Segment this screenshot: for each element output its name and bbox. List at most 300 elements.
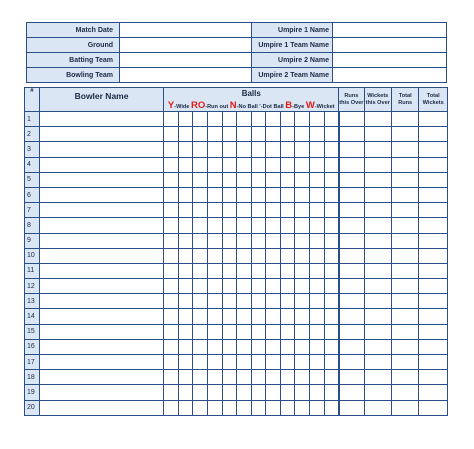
- ball-cell[interactable]: [251, 355, 266, 370]
- wickets-this-over-cell[interactable]: [364, 187, 391, 202]
- ball-cell[interactable]: [164, 279, 179, 294]
- wickets-this-over-cell[interactable]: [364, 248, 391, 263]
- runs-this-over-cell[interactable]: [339, 127, 364, 142]
- ball-cell[interactable]: [193, 142, 208, 157]
- ball-cell[interactable]: [222, 309, 237, 324]
- ball-cell[interactable]: [251, 142, 266, 157]
- ball-cell[interactable]: [222, 370, 237, 385]
- ball-cell[interactable]: [280, 187, 295, 202]
- ball-cell[interactable]: [164, 127, 179, 142]
- ball-cell[interactable]: [324, 324, 339, 339]
- ball-cell[interactable]: [222, 127, 237, 142]
- bowler-name-cell[interactable]: [39, 142, 164, 157]
- ball-cell[interactable]: [222, 142, 237, 157]
- ball-cell[interactable]: [208, 157, 223, 172]
- ball-cell[interactable]: [280, 324, 295, 339]
- ball-cell[interactable]: [309, 309, 324, 324]
- runs-this-over-cell[interactable]: [339, 263, 364, 278]
- ball-cell[interactable]: [178, 218, 193, 233]
- ball-cell[interactable]: [324, 248, 339, 263]
- ball-cell[interactable]: [237, 263, 252, 278]
- ball-cell[interactable]: [208, 400, 223, 415]
- runs-this-over-cell[interactable]: [339, 203, 364, 218]
- bowler-name-cell[interactable]: [39, 233, 164, 248]
- wickets-this-over-cell[interactable]: [364, 339, 391, 354]
- total-runs-cell[interactable]: [391, 370, 418, 385]
- ball-cell[interactable]: [324, 279, 339, 294]
- ball-cell[interactable]: [237, 309, 252, 324]
- ball-cell[interactable]: [280, 309, 295, 324]
- runs-this-over-cell[interactable]: [339, 218, 364, 233]
- ball-cell[interactable]: [164, 248, 179, 263]
- ball-cell[interactable]: [309, 385, 324, 400]
- ball-cell[interactable]: [222, 324, 237, 339]
- ball-cell[interactable]: [193, 112, 208, 127]
- wickets-this-over-cell[interactable]: [364, 127, 391, 142]
- bowler-name-cell[interactable]: [39, 370, 164, 385]
- runs-this-over-cell[interactable]: [339, 172, 364, 187]
- ball-cell[interactable]: [309, 263, 324, 278]
- ball-cell[interactable]: [251, 112, 266, 127]
- ball-cell[interactable]: [266, 172, 281, 187]
- ball-cell[interactable]: [324, 203, 339, 218]
- ball-cell[interactable]: [324, 385, 339, 400]
- ball-cell[interactable]: [237, 400, 252, 415]
- runs-this-over-cell[interactable]: [339, 294, 364, 309]
- ball-cell[interactable]: [193, 339, 208, 354]
- ball-cell[interactable]: [266, 218, 281, 233]
- ball-cell[interactable]: [309, 400, 324, 415]
- total-wickets-cell[interactable]: [419, 385, 448, 400]
- ball-cell[interactable]: [237, 187, 252, 202]
- ball-cell[interactable]: [295, 233, 310, 248]
- total-wickets-cell[interactable]: [419, 187, 448, 202]
- ball-cell[interactable]: [208, 172, 223, 187]
- ball-cell[interactable]: [178, 294, 193, 309]
- ball-cell[interactable]: [309, 370, 324, 385]
- ball-cell[interactable]: [251, 157, 266, 172]
- ball-cell[interactable]: [208, 248, 223, 263]
- ball-cell[interactable]: [280, 385, 295, 400]
- runs-this-over-cell[interactable]: [339, 112, 364, 127]
- wickets-this-over-cell[interactable]: [364, 218, 391, 233]
- total-wickets-cell[interactable]: [419, 400, 448, 415]
- total-runs-cell[interactable]: [391, 400, 418, 415]
- total-runs-cell[interactable]: [391, 309, 418, 324]
- runs-this-over-cell[interactable]: [339, 324, 364, 339]
- ball-cell[interactable]: [193, 400, 208, 415]
- ball-cell[interactable]: [193, 157, 208, 172]
- ball-cell[interactable]: [266, 203, 281, 218]
- runs-this-over-cell[interactable]: [339, 142, 364, 157]
- ball-cell[interactable]: [193, 218, 208, 233]
- ball-cell[interactable]: [164, 203, 179, 218]
- ball-cell[interactable]: [295, 263, 310, 278]
- ball-cell[interactable]: [237, 142, 252, 157]
- ball-cell[interactable]: [222, 172, 237, 187]
- ball-cell[interactable]: [295, 324, 310, 339]
- total-runs-cell[interactable]: [391, 157, 418, 172]
- ball-cell[interactable]: [266, 294, 281, 309]
- ball-cell[interactable]: [266, 142, 281, 157]
- ball-cell[interactable]: [164, 355, 179, 370]
- ball-cell[interactable]: [266, 324, 281, 339]
- ball-cell[interactable]: [309, 324, 324, 339]
- ball-cell[interactable]: [251, 263, 266, 278]
- ball-cell[interactable]: [295, 112, 310, 127]
- ball-cell[interactable]: [295, 370, 310, 385]
- ball-cell[interactable]: [237, 248, 252, 263]
- bowler-name-cell[interactable]: [39, 385, 164, 400]
- ball-cell[interactable]: [178, 309, 193, 324]
- ball-cell[interactable]: [208, 385, 223, 400]
- ball-cell[interactable]: [208, 355, 223, 370]
- total-runs-cell[interactable]: [391, 142, 418, 157]
- ball-cell[interactable]: [266, 355, 281, 370]
- wickets-this-over-cell[interactable]: [364, 309, 391, 324]
- ball-cell[interactable]: [251, 203, 266, 218]
- wickets-this-over-cell[interactable]: [364, 203, 391, 218]
- ball-cell[interactable]: [164, 218, 179, 233]
- ball-cell[interactable]: [295, 355, 310, 370]
- total-wickets-cell[interactable]: [419, 355, 448, 370]
- ball-cell[interactable]: [309, 355, 324, 370]
- total-runs-cell[interactable]: [391, 112, 418, 127]
- wickets-this-over-cell[interactable]: [364, 112, 391, 127]
- ball-cell[interactable]: [309, 127, 324, 142]
- ball-cell[interactable]: [222, 233, 237, 248]
- ball-cell[interactable]: [164, 172, 179, 187]
- ball-cell[interactable]: [164, 339, 179, 354]
- ball-cell[interactable]: [251, 218, 266, 233]
- wickets-this-over-cell[interactable]: [364, 294, 391, 309]
- ball-cell[interactable]: [178, 248, 193, 263]
- ball-cell[interactable]: [208, 203, 223, 218]
- ball-cell[interactable]: [309, 157, 324, 172]
- ball-cell[interactable]: [309, 248, 324, 263]
- ball-cell[interactable]: [324, 172, 339, 187]
- ball-cell[interactable]: [208, 294, 223, 309]
- ball-cell[interactable]: [324, 127, 339, 142]
- wickets-this-over-cell[interactable]: [364, 263, 391, 278]
- bowler-name-cell[interactable]: [39, 218, 164, 233]
- ball-cell[interactable]: [266, 187, 281, 202]
- ball-cell[interactable]: [193, 203, 208, 218]
- ball-cell[interactable]: [164, 324, 179, 339]
- total-runs-cell[interactable]: [391, 294, 418, 309]
- ball-cell[interactable]: [280, 157, 295, 172]
- ball-cell[interactable]: [251, 233, 266, 248]
- total-wickets-cell[interactable]: [419, 294, 448, 309]
- ball-cell[interactable]: [309, 233, 324, 248]
- ball-cell[interactable]: [295, 127, 310, 142]
- ball-cell[interactable]: [164, 142, 179, 157]
- ball-cell[interactable]: [280, 172, 295, 187]
- ball-cell[interactable]: [222, 355, 237, 370]
- ball-cell[interactable]: [309, 294, 324, 309]
- ball-cell[interactable]: [178, 263, 193, 278]
- ball-cell[interactable]: [324, 187, 339, 202]
- ball-cell[interactable]: [251, 370, 266, 385]
- wickets-this-over-cell[interactable]: [364, 370, 391, 385]
- ball-cell[interactable]: [266, 385, 281, 400]
- bowler-name-cell[interactable]: [39, 157, 164, 172]
- ball-cell[interactable]: [164, 187, 179, 202]
- total-wickets-cell[interactable]: [419, 203, 448, 218]
- total-wickets-cell[interactable]: [419, 112, 448, 127]
- ball-cell[interactable]: [237, 203, 252, 218]
- ball-cell[interactable]: [164, 309, 179, 324]
- ball-cell[interactable]: [193, 187, 208, 202]
- ball-cell[interactable]: [266, 127, 281, 142]
- wickets-this-over-cell[interactable]: [364, 157, 391, 172]
- ball-cell[interactable]: [266, 248, 281, 263]
- ball-cell[interactable]: [309, 279, 324, 294]
- ball-cell[interactable]: [309, 187, 324, 202]
- total-wickets-cell[interactable]: [419, 233, 448, 248]
- total-runs-cell[interactable]: [391, 263, 418, 278]
- total-wickets-cell[interactable]: [419, 172, 448, 187]
- total-runs-cell[interactable]: [391, 203, 418, 218]
- ball-cell[interactable]: [280, 279, 295, 294]
- ball-cell[interactable]: [251, 324, 266, 339]
- ball-cell[interactable]: [222, 294, 237, 309]
- ball-cell[interactable]: [237, 370, 252, 385]
- wickets-this-over-cell[interactable]: [364, 142, 391, 157]
- bowler-name-cell[interactable]: [39, 400, 164, 415]
- total-runs-cell[interactable]: [391, 218, 418, 233]
- ball-cell[interactable]: [266, 263, 281, 278]
- runs-this-over-cell[interactable]: [339, 385, 364, 400]
- total-runs-cell[interactable]: [391, 172, 418, 187]
- bowler-name-cell[interactable]: [39, 127, 164, 142]
- ball-cell[interactable]: [208, 127, 223, 142]
- ball-cell[interactable]: [237, 127, 252, 142]
- ball-cell[interactable]: [324, 233, 339, 248]
- ball-cell[interactable]: [295, 218, 310, 233]
- total-runs-cell[interactable]: [391, 279, 418, 294]
- ball-cell[interactable]: [309, 339, 324, 354]
- info-value-field[interactable]: [333, 68, 447, 83]
- wickets-this-over-cell[interactable]: [364, 233, 391, 248]
- total-runs-cell[interactable]: [391, 127, 418, 142]
- info-value-field[interactable]: [333, 23, 447, 38]
- ball-cell[interactable]: [208, 370, 223, 385]
- ball-cell[interactable]: [208, 187, 223, 202]
- bowler-name-cell[interactable]: [39, 309, 164, 324]
- total-wickets-cell[interactable]: [419, 248, 448, 263]
- ball-cell[interactable]: [251, 187, 266, 202]
- ball-cell[interactable]: [208, 309, 223, 324]
- ball-cell[interactable]: [295, 142, 310, 157]
- ball-cell[interactable]: [280, 339, 295, 354]
- total-wickets-cell[interactable]: [419, 324, 448, 339]
- ball-cell[interactable]: [280, 218, 295, 233]
- ball-cell[interactable]: [295, 248, 310, 263]
- total-runs-cell[interactable]: [391, 385, 418, 400]
- total-runs-cell[interactable]: [391, 248, 418, 263]
- ball-cell[interactable]: [266, 112, 281, 127]
- runs-this-over-cell[interactable]: [339, 233, 364, 248]
- ball-cell[interactable]: [237, 172, 252, 187]
- total-wickets-cell[interactable]: [419, 263, 448, 278]
- total-runs-cell[interactable]: [391, 233, 418, 248]
- ball-cell[interactable]: [193, 248, 208, 263]
- runs-this-over-cell[interactable]: [339, 248, 364, 263]
- ball-cell[interactable]: [178, 127, 193, 142]
- ball-cell[interactable]: [280, 127, 295, 142]
- ball-cell[interactable]: [178, 400, 193, 415]
- ball-cell[interactable]: [280, 203, 295, 218]
- ball-cell[interactable]: [237, 112, 252, 127]
- ball-cell[interactable]: [295, 187, 310, 202]
- ball-cell[interactable]: [208, 112, 223, 127]
- ball-cell[interactable]: [178, 385, 193, 400]
- ball-cell[interactable]: [222, 157, 237, 172]
- ball-cell[interactable]: [324, 355, 339, 370]
- total-runs-cell[interactable]: [391, 355, 418, 370]
- ball-cell[interactable]: [251, 294, 266, 309]
- ball-cell[interactable]: [178, 157, 193, 172]
- runs-this-over-cell[interactable]: [339, 279, 364, 294]
- ball-cell[interactable]: [324, 400, 339, 415]
- wickets-this-over-cell[interactable]: [364, 279, 391, 294]
- ball-cell[interactable]: [251, 385, 266, 400]
- ball-cell[interactable]: [280, 294, 295, 309]
- ball-cell[interactable]: [251, 279, 266, 294]
- ball-cell[interactable]: [251, 248, 266, 263]
- total-wickets-cell[interactable]: [419, 370, 448, 385]
- ball-cell[interactable]: [178, 279, 193, 294]
- info-value-field[interactable]: [120, 68, 252, 83]
- ball-cell[interactable]: [208, 233, 223, 248]
- ball-cell[interactable]: [324, 370, 339, 385]
- ball-cell[interactable]: [164, 400, 179, 415]
- ball-cell[interactable]: [266, 370, 281, 385]
- ball-cell[interactable]: [164, 112, 179, 127]
- ball-cell[interactable]: [193, 324, 208, 339]
- ball-cell[interactable]: [251, 127, 266, 142]
- ball-cell[interactable]: [266, 233, 281, 248]
- ball-cell[interactable]: [251, 400, 266, 415]
- ball-cell[interactable]: [295, 203, 310, 218]
- ball-cell[interactable]: [280, 248, 295, 263]
- ball-cell[interactable]: [178, 233, 193, 248]
- ball-cell[interactable]: [164, 370, 179, 385]
- ball-cell[interactable]: [251, 309, 266, 324]
- ball-cell[interactable]: [178, 355, 193, 370]
- total-wickets-cell[interactable]: [419, 157, 448, 172]
- ball-cell[interactable]: [324, 112, 339, 127]
- ball-cell[interactable]: [237, 157, 252, 172]
- ball-cell[interactable]: [280, 370, 295, 385]
- bowler-name-cell[interactable]: [39, 355, 164, 370]
- ball-cell[interactable]: [237, 233, 252, 248]
- ball-cell[interactable]: [324, 142, 339, 157]
- bowler-name-cell[interactable]: [39, 203, 164, 218]
- ball-cell[interactable]: [164, 385, 179, 400]
- ball-cell[interactable]: [237, 339, 252, 354]
- ball-cell[interactable]: [324, 157, 339, 172]
- info-value-field[interactable]: [120, 23, 252, 38]
- ball-cell[interactable]: [295, 157, 310, 172]
- ball-cell[interactable]: [193, 309, 208, 324]
- ball-cell[interactable]: [208, 142, 223, 157]
- ball-cell[interactable]: [222, 400, 237, 415]
- ball-cell[interactable]: [295, 400, 310, 415]
- ball-cell[interactable]: [222, 279, 237, 294]
- wickets-this-over-cell[interactable]: [364, 355, 391, 370]
- ball-cell[interactable]: [295, 172, 310, 187]
- ball-cell[interactable]: [222, 112, 237, 127]
- runs-this-over-cell[interactable]: [339, 157, 364, 172]
- ball-cell[interactable]: [324, 263, 339, 278]
- ball-cell[interactable]: [266, 309, 281, 324]
- ball-cell[interactable]: [222, 187, 237, 202]
- ball-cell[interactable]: [324, 294, 339, 309]
- info-value-field[interactable]: [120, 53, 252, 68]
- ball-cell[interactable]: [208, 263, 223, 278]
- ball-cell[interactable]: [295, 279, 310, 294]
- ball-cell[interactable]: [164, 157, 179, 172]
- ball-cell[interactable]: [295, 339, 310, 354]
- runs-this-over-cell[interactable]: [339, 187, 364, 202]
- ball-cell[interactable]: [280, 355, 295, 370]
- ball-cell[interactable]: [222, 385, 237, 400]
- total-runs-cell[interactable]: [391, 324, 418, 339]
- ball-cell[interactable]: [309, 203, 324, 218]
- ball-cell[interactable]: [237, 218, 252, 233]
- bowler-name-cell[interactable]: [39, 324, 164, 339]
- info-value-field[interactable]: [333, 53, 447, 68]
- ball-cell[interactable]: [193, 233, 208, 248]
- ball-cell[interactable]: [193, 279, 208, 294]
- bowler-name-cell[interactable]: [39, 339, 164, 354]
- ball-cell[interactable]: [251, 339, 266, 354]
- ball-cell[interactable]: [237, 385, 252, 400]
- ball-cell[interactable]: [178, 187, 193, 202]
- bowler-name-cell[interactable]: [39, 187, 164, 202]
- runs-this-over-cell[interactable]: [339, 370, 364, 385]
- bowler-name-cell[interactable]: [39, 112, 164, 127]
- bowler-name-cell[interactable]: [39, 279, 164, 294]
- runs-this-over-cell[interactable]: [339, 355, 364, 370]
- ball-cell[interactable]: [178, 172, 193, 187]
- ball-cell[interactable]: [295, 385, 310, 400]
- ball-cell[interactable]: [309, 142, 324, 157]
- ball-cell[interactable]: [208, 339, 223, 354]
- wickets-this-over-cell[interactable]: [364, 324, 391, 339]
- bowler-name-cell[interactable]: [39, 172, 164, 187]
- total-runs-cell[interactable]: [391, 339, 418, 354]
- total-wickets-cell[interactable]: [419, 127, 448, 142]
- ball-cell[interactable]: [266, 400, 281, 415]
- ball-cell[interactable]: [164, 263, 179, 278]
- bowler-name-cell[interactable]: [39, 248, 164, 263]
- total-wickets-cell[interactable]: [419, 309, 448, 324]
- ball-cell[interactable]: [178, 112, 193, 127]
- ball-cell[interactable]: [178, 324, 193, 339]
- ball-cell[interactable]: [237, 324, 252, 339]
- total-runs-cell[interactable]: [391, 187, 418, 202]
- runs-this-over-cell[interactable]: [339, 400, 364, 415]
- ball-cell[interactable]: [193, 172, 208, 187]
- ball-cell[interactable]: [237, 294, 252, 309]
- total-wickets-cell[interactable]: [419, 218, 448, 233]
- ball-cell[interactable]: [295, 309, 310, 324]
- ball-cell[interactable]: [280, 142, 295, 157]
- ball-cell[interactable]: [309, 112, 324, 127]
